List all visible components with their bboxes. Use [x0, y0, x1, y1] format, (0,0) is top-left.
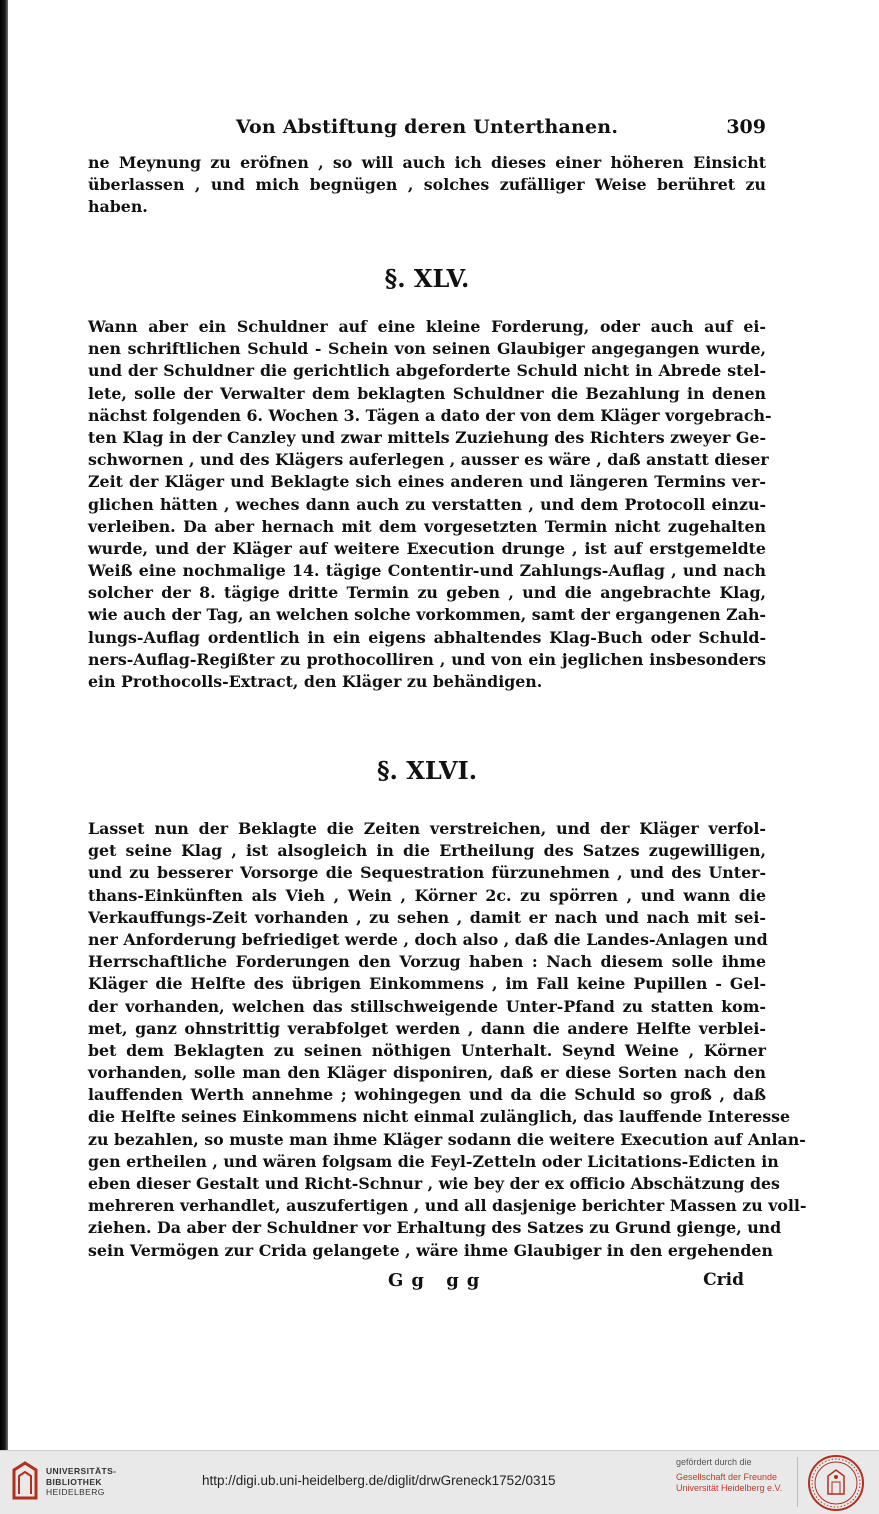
text-line: die Helfte seines Einkommens nicht einmal zulänglich, das lauffende Interesse	[88, 1107, 791, 1127]
section-46-paragraph	[88, 818, 807, 1262]
text-line: gen ertheilen , und wären folgsam die Feyl-Zetteln oder Licitations-Edicten in	[88, 1151, 779, 1171]
text-line: mehreren verhandlet, auszufertigen , und all dasjenige berichter Massen zu voll-	[88, 1196, 807, 1216]
text-line: solcher der 8. tägige dritte Termin zu geben , und die angebrachte Klag,	[88, 583, 766, 603]
viewer-footer-bar	[0, 1450, 879, 1514]
text-line: lauffenden Werth annehme ; wohingegen und da die Schuld so groß , daß	[88, 1085, 766, 1105]
text-line: Zeit der Kläger und Beklagte sich eines anderen und längeren Termins ver-	[88, 472, 766, 492]
text-line: wie auch der Tag, an welchen solche vorkommen, samt der ergangenen Zah-	[88, 605, 766, 625]
scanned-page	[8, 0, 879, 1450]
text-line: wurde, und der Kläger auf weitere Execution drunge , ist auf erstgemeldte	[88, 538, 766, 558]
text-line: ner Anforderung befriediget werde , doch also , daß die Landes-Anlagen und	[88, 929, 768, 949]
text-line: glichen hätten , weches dann auch zu verstatten , und dem Protocoll einzu-	[88, 494, 766, 514]
text-line: Kläger die Helfte des übrigen Einkommens , im Fall keine Pupillen - Gel-	[88, 974, 766, 994]
text-line: haben.	[88, 197, 148, 217]
text-line: Wann aber ein Schuldner auf eine kleine Forderung, oder auch auf ei-	[88, 317, 766, 336]
text-line: nächst folgenden 6. Wochen 3. Tägen a dato der von dem Kläger vorgebrach-	[88, 405, 772, 425]
text-line: der vorhanden, welchen das stillschweigende Unter-Pfand zu statten kom-	[88, 996, 766, 1016]
text-line: get seine Klag , ist alsogleich in die Ertheilung des Satzes zugewilligen,	[88, 841, 766, 861]
footer-divider	[797, 1457, 798, 1507]
permalink-url[interactable]: http://digi.ub.uni-heidelberg.de/diglit/drwGreneck1752/0315	[202, 1473, 556, 1488]
page-footer	[88, 1270, 766, 1292]
text-line: lungs-Auflag ordentlich in ein eigens abhaltendes Klag-Buch oder Schuld-	[88, 627, 766, 647]
text-line: ners-Auflag-Regißter zu prothocolliren , und von ein jeglichen insbesonders	[88, 649, 766, 669]
text-line: nen schriftlichen Schuld - Schein von seinen Glaubiger angegangen wurde,	[88, 339, 766, 359]
text-line: lete, solle der Verwalter dem beklagten Schuldner die Bezahlung in denen	[88, 383, 766, 403]
text-line: ten Klag in der Canzley und zwar mittels Zuziehung des Richters zweyer Ge-	[88, 427, 766, 447]
text-line: Weiß eine nochmalige 14. tägige Contentir-und Zahlungs-Auflag , und nach	[88, 561, 766, 581]
library-logo-icon	[10, 1460, 40, 1502]
text-line: und der Schuldner die gerichtlich abgeforderte Schuld nicht in Abrede stel-	[88, 361, 766, 381]
library-name-line: BIBLIOTHEK	[46, 1476, 102, 1487]
text-line: bet dem Beklagten zu seinen nöthigen Unterhalt. Seynd Weine , Körner	[88, 1040, 766, 1060]
page-header	[88, 116, 766, 142]
text-line: schwornen , und des Klägers auferlegen , ausser es wäre , daß anstatt dieser	[88, 450, 769, 470]
text-line: ne Meynung zu eröfnen , so will auch ich dieses einer höheren Einsicht	[88, 153, 766, 172]
library-name	[46, 1466, 116, 1498]
book-spine-edge	[0, 0, 8, 1450]
text-line: Lasset nun der Beklagte die Zeiten verstreichen, und der Kläger verfol-	[88, 819, 766, 838]
sponsored-by-label: gefördert durch die	[676, 1457, 752, 1467]
text-line: met, ganz ohnstrittig verabfolget werden , dann die andere Helfte verblei-	[88, 1018, 766, 1038]
section-heading-46: §. XLVI.	[376, 756, 478, 785]
text-line: vorhanden, solle man den Kläger disponiren, daß er diese Sorten nach den	[88, 1063, 766, 1083]
running-title: Von Abstiftung deren Unterthanen.	[235, 116, 619, 138]
intro-paragraph	[88, 152, 766, 219]
text-line: und zu besserer Vorsorge die Sequestration fürzunehmen , und des Unter-	[88, 863, 766, 883]
text-line: thans-Einkünften als Vieh , Wein , Körner 2c. zu spörren , und wann die	[88, 885, 766, 905]
text-line: verleiben. Da aber hernach mit dem vorgesetzten Termin nicht zugehalten	[88, 516, 766, 536]
section-heading-45: §. XLV.	[384, 264, 470, 293]
library-name-line: HEIDELBERG	[46, 1487, 105, 1497]
library-name-line: UNIVERSITÄTS-	[46, 1466, 117, 1476]
text-line: ein Prothocolls-Extract, den Kläger zu behändigen.	[88, 672, 543, 691]
signature-mark: Gg gg	[388, 1270, 488, 1291]
page-number: 309	[726, 116, 766, 138]
text-line: überlassen , und mich begnügen , solches zufälliger Weise berühret zu	[88, 175, 766, 195]
text-line: zu bezahlen, so muste man ihme Kläger sodann die weitere Execution auf Anlan-	[88, 1129, 806, 1149]
sponsor-name-line: Universität Heidelberg e.V.	[676, 1483, 783, 1493]
text-line: eben dieser Gestalt und Richt-Schnur , wie bey der ex officio Abschätzung des	[88, 1174, 780, 1193]
text-line: ziehen. Da aber der Schuldner vor Erhaltung des Satzes zu Grund gienge, und	[88, 1218, 782, 1238]
section-45-paragraph	[88, 316, 772, 693]
sponsor-credit	[676, 1457, 792, 1494]
text-line: Herrschaftliche Forderungen den Vorzug haben : Nach diesem solle ihme	[88, 952, 766, 972]
sponsor-name-line: Gesellschaft der Freunde	[676, 1472, 778, 1482]
university-seal-icon	[806, 1454, 866, 1512]
catchword: Crid	[703, 1270, 744, 1290]
text-line: Verkauffungs-Zeit vorhanden , zu sehen , damit er nach und nach mit sei-	[88, 907, 766, 927]
text-line: sein Vermögen zur Crida gelangete , wäre ihme Glaubiger in den ergehenden	[88, 1240, 773, 1260]
